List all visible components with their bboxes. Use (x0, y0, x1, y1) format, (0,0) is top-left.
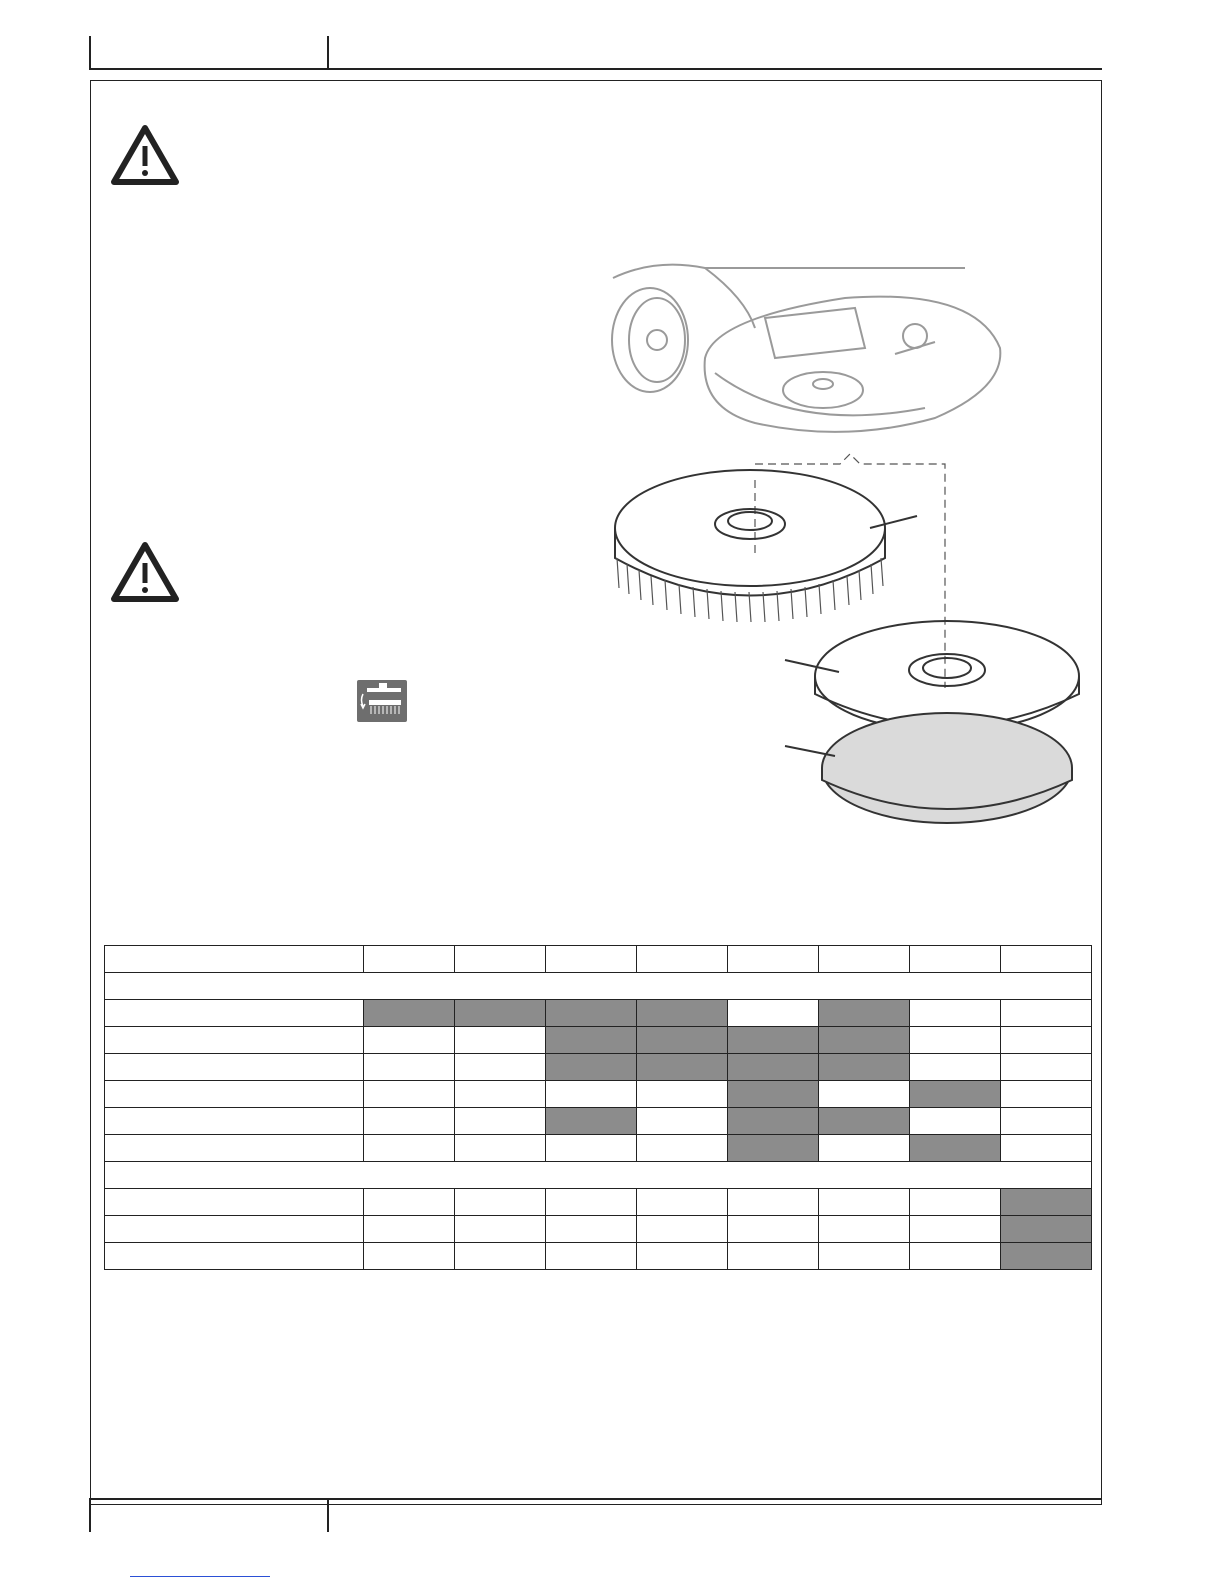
table-cell (455, 1054, 546, 1081)
footer-link-underline[interactable] (130, 1576, 270, 1577)
table-cell (546, 1135, 637, 1162)
table-cell-filled (637, 1054, 728, 1081)
table-cell-filled (819, 1054, 910, 1081)
table-cell (819, 1243, 910, 1270)
table-row-label (105, 1108, 364, 1135)
table-cell (819, 1135, 910, 1162)
table-row-label (105, 1189, 364, 1216)
table-header-cell (819, 946, 910, 973)
table-cell (1001, 1081, 1092, 1108)
table-row (105, 1243, 1092, 1270)
footer-rule-vertical-left (89, 1498, 91, 1532)
table-cell (728, 1216, 819, 1243)
table-header-cell (1001, 946, 1092, 973)
table-cell (910, 1108, 1001, 1135)
header-rule-vertical-left (89, 36, 91, 70)
table-header-cell (910, 946, 1001, 973)
table-cell (910, 1189, 1001, 1216)
table-cell-filled (546, 1054, 637, 1081)
table-row (105, 1135, 1092, 1162)
table-cell-filled (1001, 1189, 1092, 1216)
table-cell (364, 1135, 455, 1162)
warning-triangle-icon (110, 124, 180, 186)
footer-rule-horizontal (89, 1498, 1102, 1500)
table-cell (455, 1216, 546, 1243)
table-row (105, 1000, 1092, 1027)
table-cell-filled (1001, 1243, 1092, 1270)
table-cell (1001, 1054, 1092, 1081)
table-cell (546, 1189, 637, 1216)
table-section-label (105, 1162, 1092, 1189)
table-cell (910, 1216, 1001, 1243)
table-cell (455, 1189, 546, 1216)
table-cell (455, 1027, 546, 1054)
table-cell (819, 1081, 910, 1108)
table-cell (1001, 1135, 1092, 1162)
table-cell (637, 1108, 728, 1135)
table-cell-filled (1001, 1216, 1092, 1243)
table-cell-filled (546, 1108, 637, 1135)
table-cell (1001, 1000, 1092, 1027)
table-cell (1001, 1108, 1092, 1135)
table-cell (546, 1081, 637, 1108)
table-row (105, 1054, 1092, 1081)
table-cell (455, 1108, 546, 1135)
table-cell-filled (728, 1108, 819, 1135)
table-cell (728, 1243, 819, 1270)
table-row (105, 1189, 1092, 1216)
warning-triangle-icon (110, 541, 180, 603)
table-cell-filled (819, 1000, 910, 1027)
table-cell (364, 1081, 455, 1108)
table-cell (637, 1081, 728, 1108)
table-cell-filled (819, 1108, 910, 1135)
table-cell (1001, 1027, 1092, 1054)
table-cell (819, 1189, 910, 1216)
header-rule-vertical-mid (327, 36, 329, 70)
compatibility-table (104, 945, 1092, 1270)
table-header-cell (364, 946, 455, 973)
table-header-cell (637, 946, 728, 973)
table-header-cell (455, 946, 546, 973)
table-cell (819, 1216, 910, 1243)
table-cell (910, 1054, 1001, 1081)
table-row (105, 1108, 1092, 1135)
table-cell-filled (728, 1135, 819, 1162)
table-section-row (105, 973, 1092, 1000)
table-row (105, 1216, 1092, 1243)
table-cell (455, 1243, 546, 1270)
table-row (105, 1027, 1092, 1054)
table-cell (637, 1243, 728, 1270)
table-cell-filled (364, 1000, 455, 1027)
table-cell-filled (455, 1000, 546, 1027)
table-header-row (105, 946, 1092, 973)
table-section-row (105, 1162, 1092, 1189)
table-cell-filled (910, 1081, 1001, 1108)
table-cell (637, 1189, 728, 1216)
table-header-cell (105, 946, 364, 973)
table-row-label (105, 1000, 364, 1027)
table-cell-filled (819, 1027, 910, 1054)
table-cell (455, 1135, 546, 1162)
table-cell (910, 1000, 1001, 1027)
table-cell-filled (546, 1000, 637, 1027)
table-cell (364, 1027, 455, 1054)
table-cell (546, 1243, 637, 1270)
table-row (105, 1081, 1092, 1108)
table-cell (455, 1081, 546, 1108)
table-cell (364, 1243, 455, 1270)
table-cell (637, 1216, 728, 1243)
table-header-cell (546, 946, 637, 973)
table-cell-filled (910, 1135, 1001, 1162)
table-cell-filled (546, 1027, 637, 1054)
table-cell-filled (728, 1027, 819, 1054)
table-cell-filled (637, 1000, 728, 1027)
table-row-label (105, 1027, 364, 1054)
table-row-label (105, 1054, 364, 1081)
table-cell (364, 1216, 455, 1243)
table-cell (910, 1027, 1001, 1054)
table-row-label (105, 1135, 364, 1162)
brush-deck-lower-icon (357, 680, 407, 722)
table-cell (637, 1135, 728, 1162)
table-cell-filled (728, 1054, 819, 1081)
table-row-label (105, 1216, 364, 1243)
table-cell-filled (728, 1081, 819, 1108)
table-header-cell (728, 946, 819, 973)
header-rule-horizontal (89, 68, 1102, 70)
table-cell (364, 1054, 455, 1081)
table-cell (728, 1189, 819, 1216)
table-section-label (105, 973, 1092, 1000)
table-cell (910, 1243, 1001, 1270)
table-cell (364, 1189, 455, 1216)
footer-rule-vertical-mid (327, 1498, 329, 1532)
brush-pad-assembly-illustration (595, 258, 1105, 840)
table-cell (728, 1000, 819, 1027)
table-cell-filled (637, 1027, 728, 1054)
table-row-label (105, 1081, 364, 1108)
table-cell (546, 1216, 637, 1243)
table-cell (364, 1108, 455, 1135)
table-row-label (105, 1243, 364, 1270)
